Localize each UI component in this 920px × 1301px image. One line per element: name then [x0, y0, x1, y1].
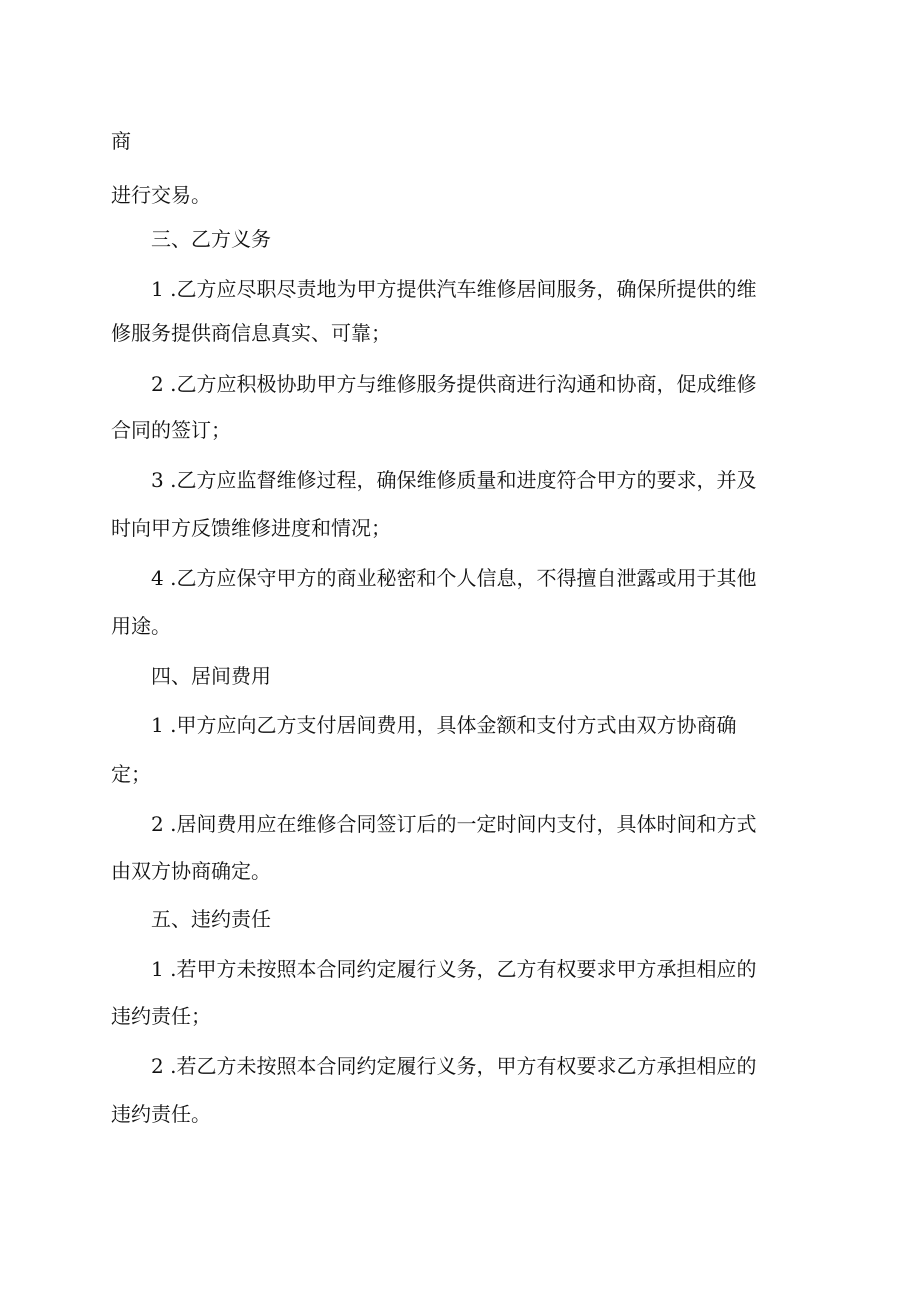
section3-item3-line2: 时向甲方反馈维修进度和情况； [111, 516, 391, 540]
section3-heading: 三、乙方义务 [151, 227, 271, 251]
section5-heading: 五、违约责任 [151, 907, 271, 931]
section4-item2-line2: 由双方协商确定。 [111, 859, 271, 883]
section3-item4-line1: 4 .乙方应保守甲方的商业秘密和个人信息，不得擅自泄露或用于其他 [151, 566, 757, 590]
section5-item1-line1: 1 .若甲方未按照本合同约定履行义务，乙方有权要求甲方承担相应的 [151, 957, 757, 981]
section3-item4-line2: 用途。 [111, 614, 171, 638]
section4-item2-line1: 2 .居间费用应在维修合同签订后的一定时间内支付，具体时间和方式 [151, 812, 757, 836]
section4-item1-line2: 定； [111, 762, 151, 786]
section3-item1-line1: 1 .乙方应尽职尽责地为甲方提供汽车维修居间服务，确保所提供的维 [151, 277, 757, 301]
orphan-character: 商 [111, 129, 131, 153]
section4-item1-line1: 1 .甲方应向乙方支付居间费用，具体金额和支付方式由双方协商确 [151, 713, 737, 737]
section5-item2-line1: 2 .若乙方未按照本合同约定履行义务，甲方有权要求乙方承担相应的 [151, 1054, 757, 1078]
section3-item1-line2: 修服务提供商信息真实、可靠； [111, 321, 391, 345]
section4-heading: 四、居间费用 [151, 664, 271, 688]
section5-item2-line2: 违约责任。 [111, 1102, 211, 1126]
section3-item3-line1: 3 .乙方应监督维修过程，确保维修质量和进度符合甲方的要求，并及 [151, 468, 757, 492]
intro-continuation: 进行交易。 [111, 183, 211, 207]
section5-item1-line2: 违约责任； [111, 1004, 211, 1028]
section3-item2-line2: 合同的签订； [111, 418, 231, 442]
section3-item2-line1: 2 .乙方应积极协助甲方与维修服务提供商进行沟通和协商，促成维修 [151, 372, 757, 396]
